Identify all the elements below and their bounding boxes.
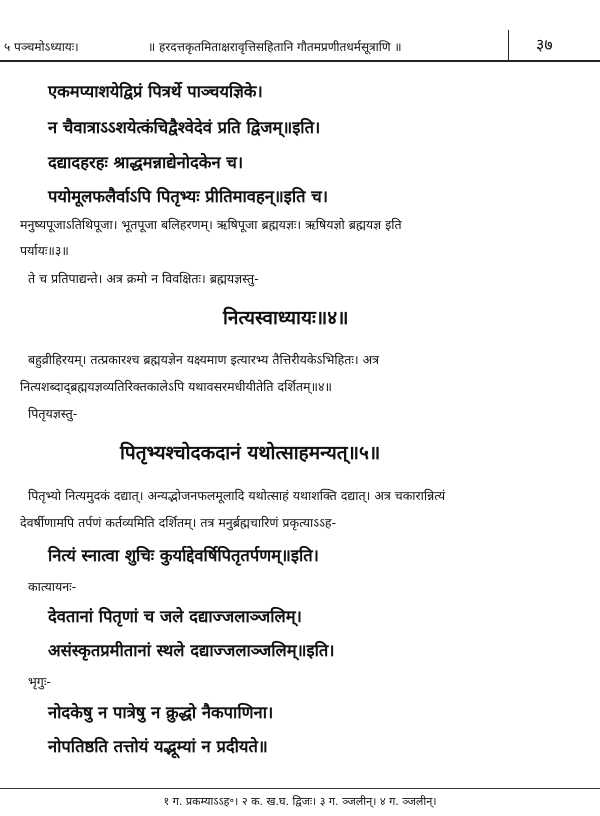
commentary-line: बहुव्रीहिरयम्। तत्प्रकारश्च ब्रह्मयज्ञेन यक्ष्यमाण इत्यारभ्य तैत्तिरीयकेऽभिहितः। अत्र	[28, 352, 380, 367]
commentary-line: ते च प्रतिपाद्यन्ते। अत्र क्रमो न विवक्षितः। ब्रह्मयज्ञस्तु-	[28, 271, 259, 286]
footnotes: १ ग. प्रकम्याऽऽह॰। २ क. ख.घ. द्विजः। ३ ग. ञ्जलीन्। ४ ग. ञ्जलीन्।	[163, 795, 437, 808]
header-rule	[0, 60, 600, 62]
verse-line: पयोमूलफलैर्वाऽपि पितृभ्यः प्रीतिमावहन्॥इति च।	[48, 187, 328, 206]
verse-line: नोपतिष्ठति तत्तोयं यद्भूम्यां न प्रदीयते॥	[48, 737, 268, 756]
verse-line: देवतानां पितृणां च जले दद्याज्जलाञ्जलिम्।	[48, 607, 302, 626]
verse-line: नित्यं स्नात्वा शुचिः कुर्याद्देवर्षिपितृतर्पणम्॥इति।	[48, 546, 319, 565]
verse-line: नोदकेषु न पात्रेषु न क्रुद्धो नैकपाणिना।	[48, 703, 274, 722]
verse-line: असंस्कृतप्रमीतानां स्थले दद्याज्जलाञ्जलिम्॥इति।	[48, 641, 335, 660]
commentary-line: पितृभ्यो नित्यमुदकं दद्यात्। अन्यद्भोजनफलमूलादि यथोत्साहं यथाशक्ति दद्यात्। अत्र चकारान्नित्यं	[28, 488, 446, 503]
commentary-line: पर्यायः॥३॥	[20, 243, 69, 258]
book-title: ॥ हरदत्तकृतमिताक्षरावृत्तिसहितानि गौतमप्रणीतधर्मसूत्राणि ॥	[148, 40, 402, 54]
commentary-line: भृगुः-	[28, 674, 51, 689]
commentary-line: कात्यायनः-	[28, 579, 77, 594]
header-divider	[508, 30, 509, 62]
page-number: ३७	[536, 35, 553, 54]
commentary-line: मनुष्यपूजाऽतिथिपूजा। भूतपूजा बलिहरणम्। ऋषिपूजा ब्रह्मयज्ञः। ऋषियज्ञो ब्रह्मयज्ञ इति	[20, 217, 402, 232]
running-header	[0, 30, 600, 60]
verse-line: एकमप्याशयेद्विप्रं पित्रर्थे पाञ्चयज्ञिके।	[48, 82, 263, 101]
commentary-line: पितृयज्ञस्तु-	[28, 406, 78, 421]
commentary-line: देवर्षीणामपि तर्पणं कर्तव्यमिति दर्शितम्। तत्र मनुर्ब्रह्मचारिणं प्रकृत्याऽऽह-	[20, 515, 337, 530]
verse-line: दद्यादहरहः श्राद्धमन्नाद्येनोदकेन च।	[48, 153, 244, 172]
sutra-heading: पितृभ्यश्चोदकदानं यथोत्साहमन्यत्॥५॥	[120, 442, 381, 464]
footnote-rule	[0, 788, 600, 789]
chapter-label: ५ पञ्चमोऽध्यायः।	[4, 40, 79, 54]
commentary-line: नित्यशब्दाद्ब्रह्मयज्ञव्यतिरिक्तकालेऽपि यथावसरमधीयीतेति दर्शितम्॥४॥	[20, 379, 332, 394]
verse-line: न चैवात्राऽऽशयेत्कंचिद्वैश्वेदेवं प्रति द्विजम्॥इति।	[48, 118, 321, 137]
sutra-heading: नित्यस्वाध्यायः॥४॥	[223, 307, 349, 329]
